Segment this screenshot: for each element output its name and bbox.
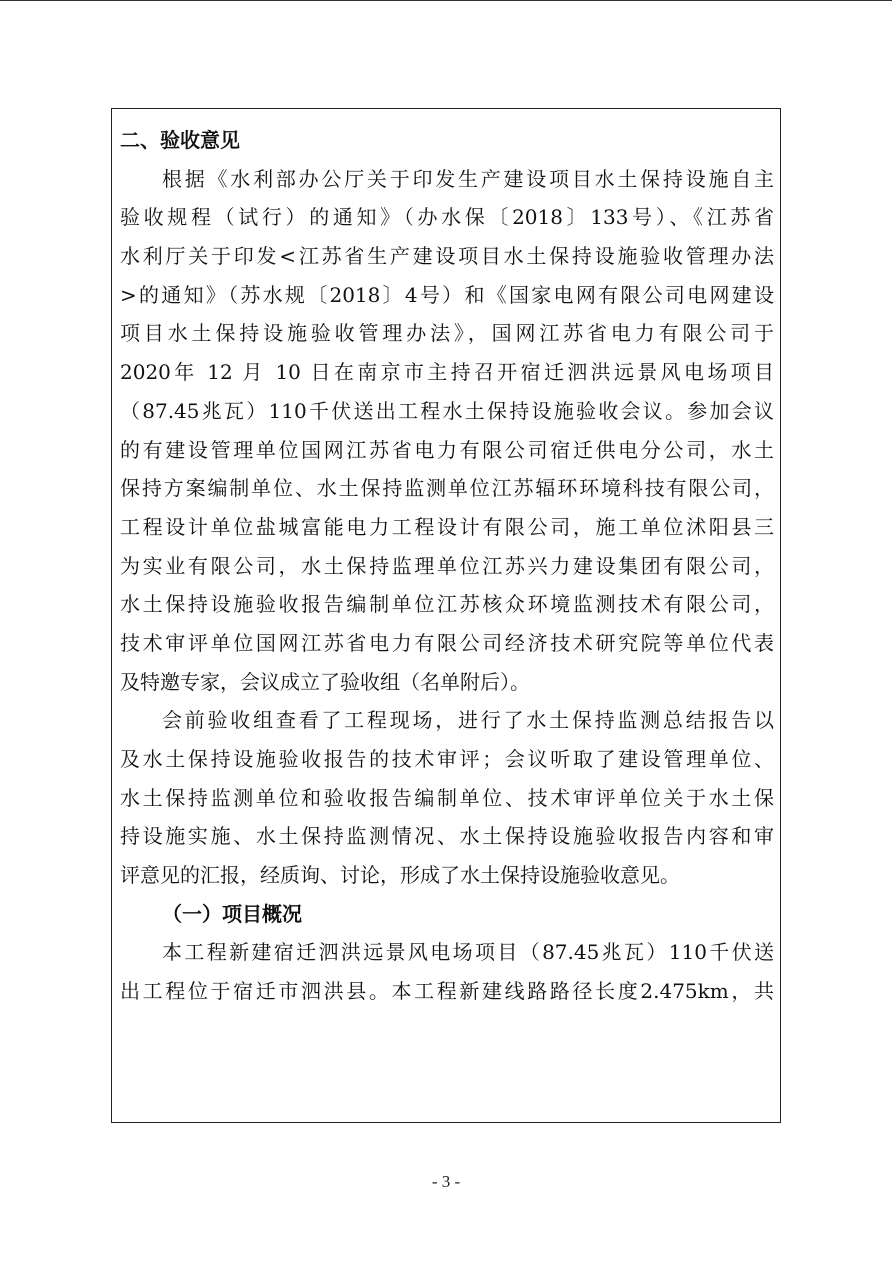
paragraph-line: 为实业有限公司，水土保持监理单位江苏兴力建设集团有限公司， (120, 553, 774, 578)
paragraph-line: 保持方案编制单位、水土保持监测单位江苏辐环环境科技有限公司， (120, 476, 774, 501)
paragraph-line: 工程设计单位盐城富能电力工程设计有限公司，施工单位沭阳县三 (120, 514, 774, 539)
section-heading: 二、验收意见 (120, 128, 240, 152)
paragraph-line: 项目水土保持设施验收管理办法》，国网江苏省电力有限公司于 (120, 321, 774, 346)
paragraph-project-overview (120, 933, 774, 1010)
paragraph-line: 技术审评单位国网江苏省电力有限公司经济技术研究院等单位代表 (120, 630, 774, 655)
paragraph-line: 水土保持监测单位和验收报告编制单位、技术审评单位关于水土保 (120, 785, 774, 810)
paragraph-line: 出工程位于宿迁市泗洪县。本工程新建线路路径长度2.475km，共 (120, 979, 774, 1004)
paragraph-line: 水土保持设施验收报告编制单位江苏核众环境监测技术有限公司， (120, 592, 774, 617)
paragraph-line: 本工程新建宿迁泗洪远景风电场项目（87.45兆瓦）110千伏送 (162, 940, 774, 965)
paragraph-line: 水利厅关于印发<江苏省生产建设项目水土保持设施验收管理办法 (120, 244, 774, 269)
document-content (120, 121, 774, 1011)
document-frame (111, 108, 781, 1123)
subsection-heading: （一）项目概况 (162, 901, 302, 926)
paragraph-line: 验收规程（试行）的通知》（办水保〔2018〕133号）、《江苏省 (120, 205, 774, 230)
paragraph-line: 及水土保持设施验收报告的技术审评；会议听取了建设管理单位、 (120, 747, 774, 771)
paragraph-line: 根据《水利部办公厅关于印发生产建设项目水土保持设施自主 (162, 166, 774, 191)
paragraph-line: 的有建设管理单位国网江苏省电力有限公司宿迁供电分公司，水土 (120, 437, 774, 462)
top-border-line (0, 0, 892, 1)
paragraph-line: 评意见的汇报，经质询、讨论，形成了水土保持设施验收意见。 (120, 863, 680, 888)
page-number: - 3 - (431, 1172, 461, 1191)
paragraph-line: 会前验收组查看了工程现场，进行了水土保持监测总结报告以 (162, 708, 774, 733)
paragraph-line: （87.45兆瓦）110千伏送出工程水土保持设施验收会议。参加会议 (120, 398, 774, 423)
paragraph-line: 持设施实施、水土保持监测情况、水土保持设施验收报告内容和审 (120, 824, 774, 849)
paragraph-line: 2020年 12 月 10 日在南京市主持召开宿迁泗洪远景风电场项目 (120, 360, 774, 385)
paragraph-acceptance-basis (120, 160, 774, 702)
paragraph-line: >的通知》（苏水规〔2018〕4号）和《国家电网有限公司电网建设 (120, 282, 774, 307)
paragraph-line: 及特邀专家，会议成立了验收组（名单附后）。 (120, 669, 530, 694)
paragraph-meeting-process (120, 701, 774, 894)
